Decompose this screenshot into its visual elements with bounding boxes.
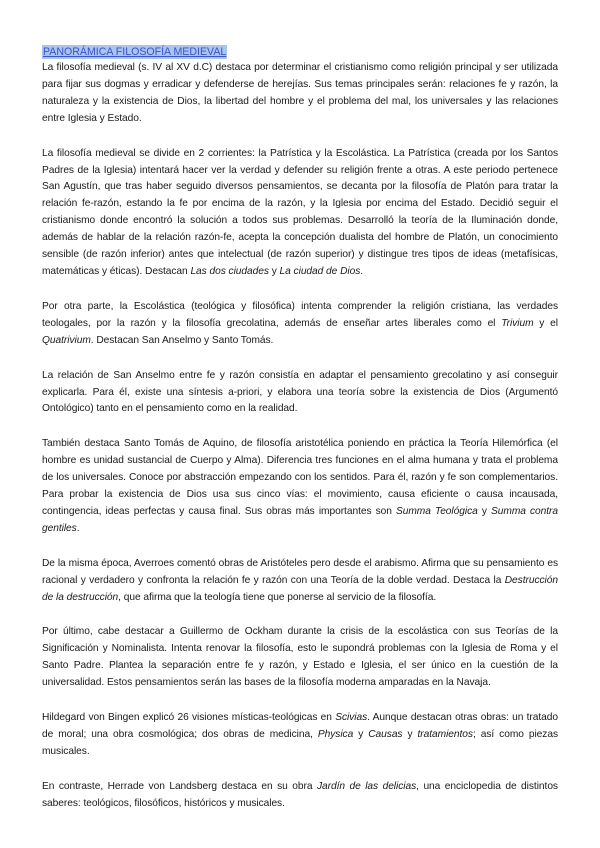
text-run: y el bbox=[533, 317, 558, 329]
text-run: y bbox=[477, 505, 492, 517]
document-title: PANORÁMICA FILOSOFÍA MEDIEVAL bbox=[43, 46, 227, 58]
text-run: ; así como piezas musicales. bbox=[42, 729, 559, 757]
text-run: y bbox=[353, 729, 369, 740]
text-run: . Destacan San Anselmo y Santo Tomás. bbox=[90, 334, 274, 346]
text-run: La relación de San Anselmo entre fe y razón consistía en adaptar el pensamiento grecolatino y así conseguir explicarla. Para él, existe una síntesis a-priori, y elabora una teoría sobre la existencia de Dios (Argumentó Ontológico) tanto en el pensamiento como en la realidad. bbox=[42, 369, 558, 415]
italic-run: Causas bbox=[368, 729, 403, 740]
paragraph bbox=[42, 624, 558, 692]
paragraph bbox=[42, 710, 558, 761]
italic-run: tratamientos bbox=[417, 729, 473, 740]
italic-run: Jardín de las delicias bbox=[316, 780, 417, 792]
italic-run: La ciudad de Dios bbox=[279, 265, 361, 277]
text-run: , que afirma que la teología tiene que ponerse al servicio de la filosofía. bbox=[118, 591, 437, 603]
text-run: . bbox=[76, 522, 80, 534]
paragraph bbox=[42, 146, 558, 281]
italic-run: Physica bbox=[317, 729, 354, 740]
paragraph bbox=[42, 436, 558, 537]
text-run: Por último, cabe destacar a Guillermo de Ockham durante la crisis de la escolástica con sus Teorías de la Significación y Nominalista. Intenta renovar la filosofía, esto le supondrá problemas con la Iglesia de Roma y el Santo Padre. Plantea la separación entre fe y razón, y Estado e Iglesia, el ser único en la cuestión de la universalidad. Estos pensamientos serán las bases de la filosofía moderna amparadas en la Navaja. bbox=[42, 626, 558, 689]
paragraph bbox=[42, 60, 558, 128]
italic-run: Scivias bbox=[335, 712, 368, 724]
text-run: y bbox=[402, 729, 418, 740]
text-run: Hildegard von Bingen explicó 26 visiones místicas-teológicas en bbox=[42, 712, 336, 724]
text-run: También destaca Santo Tomás de Aquino, de filosofía aristotélica poniendo en práctica la Teoría Hilemórfica (el hombre es unidad sustancial de Cuerpo y Alma). Diferencia tres funciones en el alma humana y trata el problema de los universales. Conoce por abstracción empezando con los sentidos. Para él, razón y fe son complementarios. Para probar la existencia de Dios usa sus cinco vías: el movimiento, causa eficiente o causa incausada, contingencia, ideas perfectas y causa final. Sus obras más importantes son bbox=[42, 438, 558, 517]
text-run: y bbox=[268, 265, 280, 277]
paragraph bbox=[42, 368, 558, 419]
italic-run: Summa contra gentiles bbox=[42, 505, 558, 534]
paragraph bbox=[42, 779, 558, 813]
italic-run: Destrucción de la destrucción bbox=[42, 574, 558, 603]
italic-run: Las dos ciudades bbox=[190, 265, 269, 277]
italic-run: Summa Teológica bbox=[396, 505, 478, 517]
paragraph bbox=[42, 556, 558, 607]
italic-run: Trivium bbox=[501, 317, 534, 329]
text-run: La filosofía medieval (s. IV al XV d.C) destaca por determinar el cristianismo como religión principal y ser utilizada para fijar sus dogmas y erradicar y defenderse de herejías. Sus temas principales serán: relaciones fe y razón, la naturaleza y la existencia de Dios, la libertad del hombre y el problema del mal, los universales y las relaciones entre Iglesia y Estado. bbox=[42, 62, 558, 124]
text-run: . bbox=[360, 265, 364, 277]
text-run: . Aunque destacan otras obras: un tratado de moral; una obra cosmológica; dos obras de medicina, bbox=[42, 712, 559, 740]
text-run: La filosofía medieval se divide en 2 corrientes: la Patrística y la Escolástica. La Patrística (creada por los Santos Padres de la Iglesia) intentará hacer ver la verdad y defender su religión frente a otras. A este periodo pertenece San Agustín, que tras haber seguido diversos pensamientos, se decanta por la filosofía de Platón para tratar la relación fe-razón, estando la fe por encima de la razón, y la Iglesia por encima del Estado. Decidió seguir el cristianismo donde encontró la solución a todos sus problemas. Desarrolló la teoría de la Iluminación donde, además de hablar de la relación razón-fe, acepta la concepción dualista del hombre de Platón, un conocimiento sensible (de razón inferior) antes que intelectual (de razón superior) y distingue tres tipos de ideas (metafísicas, matemáticas y éticas). Destacan bbox=[42, 147, 558, 277]
text-run: En contraste, Herrade von Landsberg destaca en su obra bbox=[42, 780, 317, 792]
document-body bbox=[42, 60, 558, 813]
italic-run: Quatrivium bbox=[42, 334, 91, 346]
paragraph bbox=[42, 299, 558, 350]
text-run: Por otra parte, la Escolástica (teológica y filosófica) intenta comprender la religión cristiana, las verdades teologales, por la razón y la filosofía grecolatina, además de enseñar artes liberales como el bbox=[42, 300, 558, 329]
text-run: , una enciclopedia de distintos saberes: teológicos, filosóficos, históricos y musicales. bbox=[42, 780, 558, 809]
text-run: De la misma época, Averroes comentó obras de Aristóteles pero desde el arabismo. Afirma que su pensamiento es racional y verdadero y confronta la relación fe y razón con una Teoría de la doble verdad. Destaca la bbox=[42, 557, 558, 586]
